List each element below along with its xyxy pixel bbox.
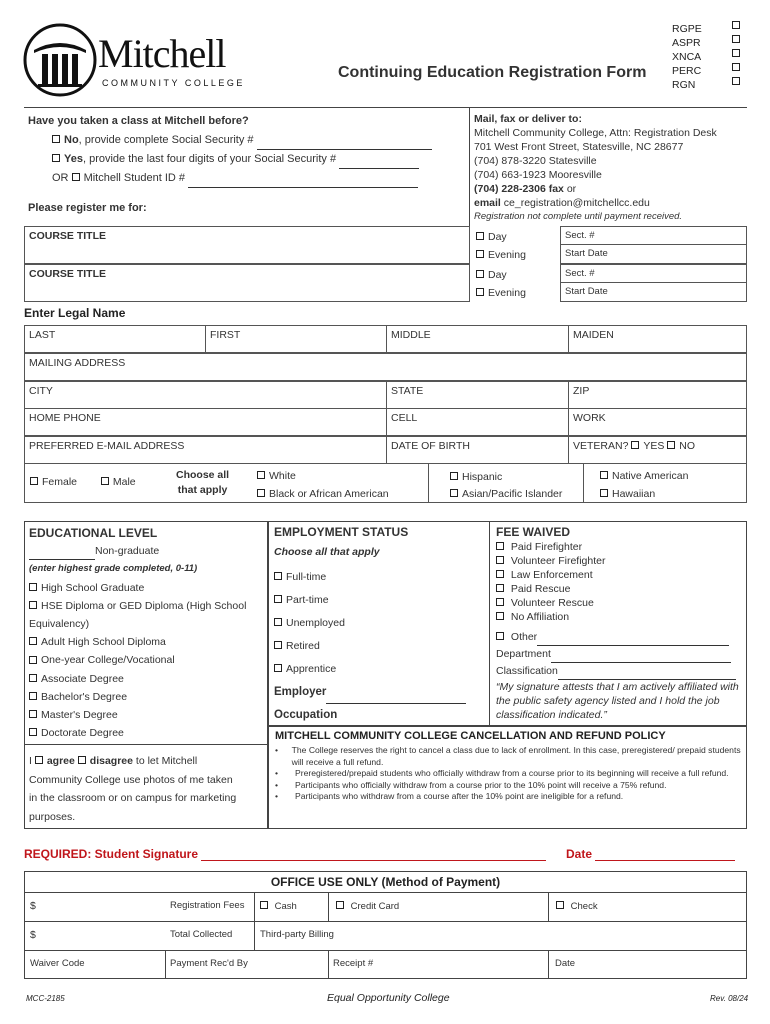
employment-option: Apprentice xyxy=(286,663,337,675)
photo-text: purposes. xyxy=(29,810,76,823)
signature-label: REQUIRED: Student Signature xyxy=(24,847,199,861)
maiden-label: MAIDEN xyxy=(573,329,614,341)
employment-checkbox[interactable] xyxy=(274,664,282,672)
form-code: MCC-2185 xyxy=(26,994,65,1003)
logo-seal-icon xyxy=(22,22,100,98)
education-option: HSE Diploma or GED Diploma (High School xyxy=(41,599,247,612)
employment-checkbox[interactable] xyxy=(274,641,282,649)
photo-consent xyxy=(29,752,265,826)
veteran-yes-label: YES xyxy=(643,440,665,452)
middle-label: MIDDLE xyxy=(391,329,431,341)
other-label: Other xyxy=(510,631,538,643)
student-id-field[interactable] xyxy=(188,178,418,188)
divider xyxy=(583,463,584,503)
state-field[interactable] xyxy=(386,381,569,409)
ssn-field[interactable] xyxy=(257,140,432,150)
disagree-checkbox[interactable] xyxy=(78,756,86,764)
yes-label: Yes xyxy=(64,153,83,165)
divider xyxy=(24,950,747,951)
receipt-label: Receipt # xyxy=(333,958,374,969)
dollar-sign: $ xyxy=(30,929,36,941)
hawaiian-label: Hawaiian xyxy=(612,488,656,500)
divider xyxy=(428,463,429,503)
divider xyxy=(165,950,166,979)
prior-class-section xyxy=(28,112,466,218)
education-option: Associate Degree xyxy=(41,672,124,685)
course-title-label: COURSE TITLE xyxy=(29,268,107,280)
payment-note: Registration not complete until payment received. xyxy=(474,211,683,222)
fee-checkbox[interactable] xyxy=(496,612,504,620)
section-field[interactable] xyxy=(560,226,747,245)
office-code: ASPR xyxy=(672,37,701,49)
education-checkbox[interactable] xyxy=(29,601,37,609)
education-heading: EDUCATIONAL LEVEL xyxy=(29,526,158,540)
check-option xyxy=(556,901,598,912)
payment-received-label: Payment Rec'd By xyxy=(170,958,248,969)
or-label: OR xyxy=(52,172,69,184)
attest-text: “My signature attests that I am actively affiliated with the public safety agency listed and I hold the job classification indicated.” xyxy=(496,681,739,721)
fee-checkbox[interactable] xyxy=(496,598,504,606)
cell-label: CELL xyxy=(391,412,418,424)
other-field[interactable] xyxy=(537,636,729,646)
bullet-icon: • xyxy=(275,779,279,790)
form-title: Continuing Education Registration Form xyxy=(338,64,647,81)
fee-option: Law Enforcement xyxy=(510,569,593,581)
female-checkbox[interactable] xyxy=(30,477,38,485)
employer-field[interactable] xyxy=(326,694,466,704)
fax-number: (704) 228-2306 fax xyxy=(474,183,564,195)
cash-checkbox[interactable] xyxy=(260,901,268,909)
course-title-field[interactable] xyxy=(24,264,470,302)
veteran-no-checkbox[interactable] xyxy=(667,441,675,449)
ssn-last4-field[interactable] xyxy=(339,159,419,169)
legal-name-heading: Enter Legal Name xyxy=(24,306,126,320)
date-field[interactable] xyxy=(595,851,735,861)
race-col-1 xyxy=(257,467,389,503)
divider xyxy=(254,892,255,950)
or-text: or xyxy=(563,183,577,195)
email-label: PREFERRED E-MAIL ADDRESS xyxy=(29,440,185,452)
college-logo xyxy=(22,22,262,98)
fee-checkbox[interactable] xyxy=(496,570,504,578)
email-field[interactable] xyxy=(24,436,387,464)
race-instruction xyxy=(176,468,229,498)
disagree-label: disagree xyxy=(89,755,133,767)
first-label: FIRST xyxy=(210,329,241,341)
education-section xyxy=(29,524,267,742)
student-id-checkbox[interactable] xyxy=(72,173,80,181)
equal-opportunity: Equal Opportunity College xyxy=(327,992,450,1004)
choose-label: Choose all xyxy=(176,469,230,481)
city-label: CITY xyxy=(29,385,53,397)
work-label: WORK xyxy=(573,412,606,424)
home-phone-field[interactable] xyxy=(24,408,387,436)
classification-field[interactable] xyxy=(558,670,736,680)
divider xyxy=(24,744,268,745)
dob-field[interactable] xyxy=(386,436,569,464)
male-label: Male xyxy=(112,476,136,488)
day-checkbox[interactable] xyxy=(476,270,484,278)
employment-option: Unemployed xyxy=(286,617,345,629)
credit-checkbox[interactable] xyxy=(336,901,344,909)
veteran-label: VETERAN? xyxy=(573,440,629,452)
cash-option xyxy=(260,901,297,912)
fee-option: Volunteer Rescue xyxy=(510,597,594,609)
check-label: Check xyxy=(570,901,598,912)
refund-item: Preregistered/prepaid students who officially withdraw from a course prior to its beginning will receive a full refund. xyxy=(295,768,729,779)
photo-text: in the classroom or on campus for marketing xyxy=(29,792,237,804)
employment-checkbox[interactable] xyxy=(274,572,282,580)
gender-options xyxy=(30,476,136,488)
last-name-field[interactable] xyxy=(24,325,206,353)
divider xyxy=(24,892,747,893)
education-checkbox[interactable] xyxy=(29,656,37,664)
date-row xyxy=(566,847,735,861)
apply-label: that apply xyxy=(177,484,228,496)
registration-fees-label: Registration Fees xyxy=(170,900,245,911)
check-checkbox[interactable] xyxy=(556,901,564,909)
race-col-3 xyxy=(600,467,688,503)
signature-row xyxy=(24,847,546,861)
office-code: RGN xyxy=(672,79,696,91)
department-label: Department xyxy=(496,648,551,660)
education-option: One-year College/Vocational xyxy=(41,654,175,667)
start-date-label: Start Date xyxy=(565,286,608,297)
education-option: Bachelor's Degree xyxy=(41,690,128,703)
fee-option: Volunteer Firefighter xyxy=(510,555,606,567)
evening-checkbox[interactable] xyxy=(476,288,484,296)
signature-field[interactable] xyxy=(201,851,546,861)
employment-option: Part-time xyxy=(286,594,329,606)
city-field[interactable] xyxy=(24,381,387,409)
fee-checkbox[interactable] xyxy=(496,556,504,564)
office-code: XNCA xyxy=(672,51,702,63)
refund-item: Participants who withdraw from a course after the 10% point are ineligible for a refund. xyxy=(295,791,624,802)
education-checkbox[interactable] xyxy=(29,728,37,736)
divider xyxy=(469,107,470,227)
employment-instruction: Choose all that apply xyxy=(274,546,380,558)
course-title-label: COURSE TITLE xyxy=(29,230,107,242)
education-option: Equivalency) xyxy=(29,618,90,631)
education-option: Adult High School Diploma xyxy=(41,636,166,649)
email-address: ce_registration@mitchellcc.edu xyxy=(500,197,650,209)
department-field[interactable] xyxy=(551,653,731,663)
no-checkbox[interactable] xyxy=(52,135,60,143)
refund-item: Participants who officially withdraw from a course prior to the 10% point will receive a 75% refund. xyxy=(295,779,667,790)
female-label: Female xyxy=(42,476,78,488)
section-field[interactable] xyxy=(560,264,747,283)
credit-option xyxy=(336,901,399,912)
mailing-address-field[interactable] xyxy=(24,353,747,381)
white-checkbox[interactable] xyxy=(257,471,265,479)
employment-checkbox[interactable] xyxy=(274,618,282,626)
prior-class-question: Have you taken a class at Mitchell before? xyxy=(28,115,249,127)
checkbox[interactable] xyxy=(732,63,740,71)
bullet-icon: • xyxy=(275,745,279,755)
logo-name: Mitchell xyxy=(98,31,226,76)
office-heading: OFFICE USE ONLY (Method of Payment) xyxy=(270,875,501,889)
day-checkbox[interactable] xyxy=(476,232,484,240)
divider xyxy=(548,892,549,921)
mail-heading: Mail, fax or deliver to: xyxy=(474,113,582,125)
refund-heading: MITCHELL COMMUNITY COLLEGE CANCELLATION AND REFUND POLICY xyxy=(275,730,666,742)
education-option: Master's Degree xyxy=(41,709,118,722)
evening-checkbox[interactable] xyxy=(476,250,484,258)
course-title-field[interactable] xyxy=(24,226,470,264)
employment-section xyxy=(274,524,488,727)
evening-label: Evening xyxy=(488,249,526,261)
start-date-field[interactable] xyxy=(560,282,747,302)
section-label: Sect. # xyxy=(565,230,595,241)
divider xyxy=(24,107,747,108)
student-id-label: Mitchell Student ID # xyxy=(83,172,186,184)
native-label: Native American xyxy=(612,470,689,482)
occupation-label: Occupation xyxy=(274,709,338,721)
checkbox[interactable] xyxy=(732,35,740,43)
veteran-yes-checkbox[interactable] xyxy=(631,441,639,449)
office-date-label: Date xyxy=(555,958,576,969)
other-checkbox[interactable] xyxy=(496,632,504,640)
non-grad-label: Non-graduate xyxy=(95,545,160,558)
no-label: No xyxy=(64,134,79,146)
veteran-field xyxy=(568,436,747,464)
education-checkbox[interactable] xyxy=(29,583,37,591)
white-label: White xyxy=(269,470,296,482)
no-text: , provide complete Social Security # xyxy=(78,134,254,146)
cash-label: Cash xyxy=(274,901,297,912)
cell-phone-field[interactable] xyxy=(386,408,569,436)
fee-checkbox[interactable] xyxy=(496,542,504,550)
logo-subtitle: COMMUNITY COLLEGE xyxy=(102,78,245,88)
fee-option: No Affiliation xyxy=(510,611,570,623)
education-checkbox[interactable] xyxy=(29,692,37,700)
home-phone-label: HOME PHONE xyxy=(29,412,101,424)
dob-label: DATE OF BIRTH xyxy=(391,440,470,452)
education-option: High School Graduate xyxy=(41,581,145,594)
mail-line: Mitchell Community College, Attn: Registration Desk xyxy=(474,127,717,139)
employer-label: Employer xyxy=(274,686,327,698)
agree-checkbox[interactable] xyxy=(35,756,43,764)
yes-text: , provide the last four digits of your Social Security # xyxy=(82,153,337,165)
first-name-field[interactable] xyxy=(205,325,387,353)
education-checkbox[interactable] xyxy=(29,710,37,718)
day-label: Day xyxy=(488,231,507,243)
zip-field[interactable] xyxy=(568,381,747,409)
date-label: Date xyxy=(566,847,593,861)
mail-line: (704) 663-1923 Mooresville xyxy=(474,169,602,181)
divider xyxy=(24,921,747,922)
agree-label: agree xyxy=(46,755,75,767)
grade-field[interactable] xyxy=(29,550,95,560)
race-col-2 xyxy=(450,469,562,503)
credit-label: Credit Card xyxy=(350,901,400,912)
checkbox[interactable] xyxy=(732,77,740,85)
asian-label: Asian/Pacific Islander xyxy=(462,488,563,500)
mailing-label: MAILING ADDRESS xyxy=(29,357,126,369)
office-code: PERC xyxy=(672,65,702,77)
office-code: RGPE xyxy=(672,23,702,35)
total-collected-label: Total Collected xyxy=(170,929,233,940)
highest-grade-note: (enter highest grade completed, 0-11) xyxy=(29,563,198,575)
day-label: Day xyxy=(488,269,507,281)
education-option: Doctorate Degree xyxy=(41,727,124,740)
waiver-code-label: Waiver Code xyxy=(30,958,85,969)
employment-heading: EMPLOYMENT STATUS xyxy=(274,525,409,539)
mail-line: (704) 878-3220 Statesville xyxy=(474,155,597,167)
black-label: Black or African American xyxy=(269,488,389,500)
fee-section xyxy=(496,524,744,722)
yes-checkbox[interactable] xyxy=(52,154,60,162)
fee-heading: FEE WAIVED xyxy=(496,525,571,539)
work-phone-field[interactable] xyxy=(568,408,747,436)
maiden-name-field[interactable] xyxy=(568,325,747,353)
refund-item: The College reserves the right to cancel a class due to lack of enrollment. In this case, preregistered/ prepaid students will receive a full refund. xyxy=(291,745,741,767)
divider xyxy=(328,892,329,921)
section-label: Sect. # xyxy=(565,268,595,279)
course-time-options xyxy=(476,266,526,302)
photo-i: I xyxy=(29,755,32,767)
mail-line: 701 West Front Street, Statesville, NC 28677 xyxy=(474,141,684,153)
education-checkbox[interactable] xyxy=(29,674,37,682)
black-checkbox[interactable] xyxy=(257,489,265,497)
state-label: STATE xyxy=(391,385,424,397)
register-label: Please register me for: xyxy=(28,202,147,214)
employment-checkbox[interactable] xyxy=(274,595,282,603)
divider xyxy=(328,950,329,979)
hawaiian-checkbox[interactable] xyxy=(600,489,608,497)
bullet-icon: • xyxy=(275,791,279,802)
photo-text: to let Mitchell xyxy=(135,755,198,767)
course-time-options xyxy=(476,228,526,264)
divider xyxy=(548,950,549,979)
male-checkbox[interactable] xyxy=(101,477,109,485)
evening-label: Evening xyxy=(488,287,526,299)
last-label: LAST xyxy=(29,329,56,341)
bullet-icon: • xyxy=(275,768,279,779)
hispanic-label: Hispanic xyxy=(462,471,503,483)
fee-checkbox[interactable] xyxy=(496,584,504,592)
third-party-label: Third-party Billing xyxy=(260,929,334,940)
hispanic-checkbox[interactable] xyxy=(450,472,458,480)
veteran-no-label: NO xyxy=(679,440,696,452)
mail-section xyxy=(474,112,744,224)
checkbox[interactable] xyxy=(732,49,740,57)
start-date-label: Start Date xyxy=(565,248,608,259)
education-checkbox[interactable] xyxy=(29,637,37,645)
asian-checkbox[interactable] xyxy=(450,489,458,497)
email-label: email xyxy=(474,197,501,209)
employment-option: Full-time xyxy=(286,571,327,583)
fee-option: Paid Firefighter xyxy=(510,541,583,553)
checkbox[interactable] xyxy=(732,21,740,29)
revision: Rev. 08/24 xyxy=(710,994,749,1003)
fee-option: Paid Rescue xyxy=(510,583,571,595)
dollar-sign: $ xyxy=(30,900,36,912)
employment-option: Retired xyxy=(286,640,320,652)
classification-label: Classification xyxy=(496,665,558,677)
zip-label: ZIP xyxy=(573,385,590,397)
start-date-field[interactable] xyxy=(560,244,747,264)
office-codes xyxy=(672,22,744,92)
middle-name-field[interactable] xyxy=(386,325,569,353)
native-checkbox[interactable] xyxy=(600,471,608,479)
photo-text: Community College use photos of me taken xyxy=(29,773,233,786)
refund-section xyxy=(275,730,743,803)
